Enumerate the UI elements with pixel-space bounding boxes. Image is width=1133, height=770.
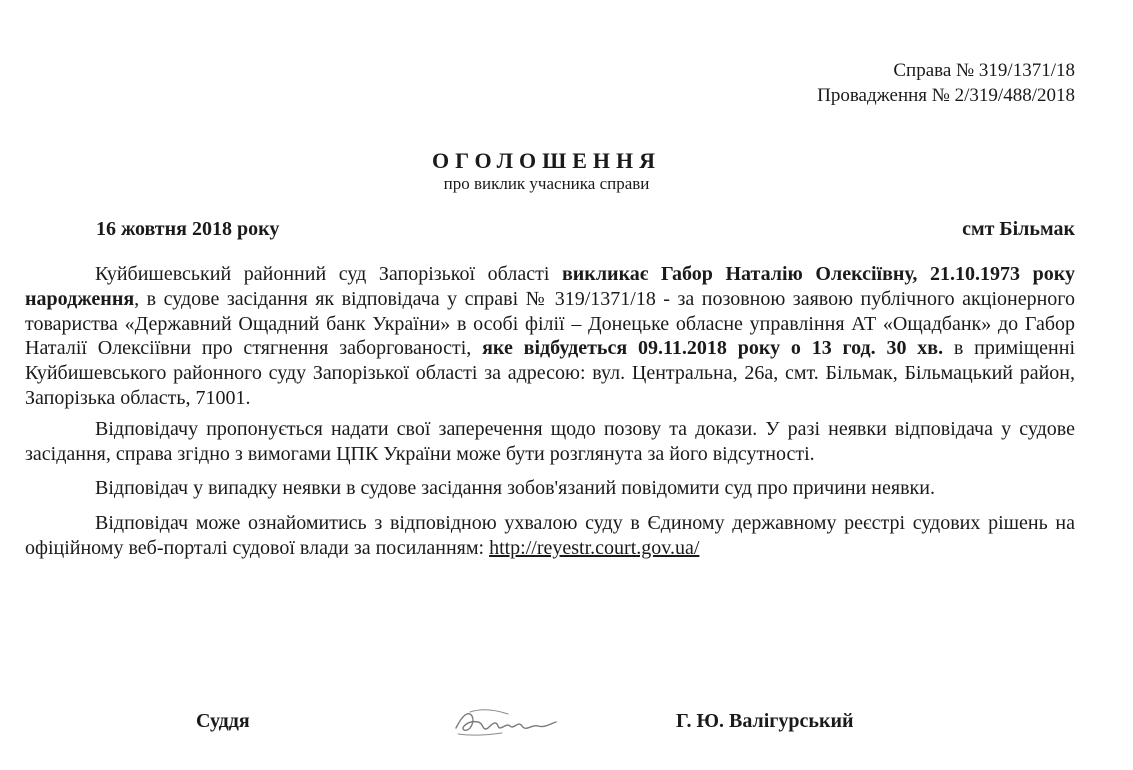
title-block xyxy=(0,148,1133,194)
summons-text-3: в приміщенні Куйбишевського районного суду Запорізької області за адресою: вул. Центральна, 26а, смт. Більмак, Більмацький район, Запорізька область, 71001. xyxy=(25,337,1076,409)
paragraph-registry xyxy=(25,511,1075,561)
paragraph-summons xyxy=(25,262,1075,411)
document-title: ОГОЛОШЕННЯ xyxy=(431,148,662,173)
proceeding-number: Провадження № 2/319/488/2018 xyxy=(817,85,1075,106)
registry-link[interactable]: http://reyestr.court.gov.ua/ xyxy=(489,536,700,559)
case-reference xyxy=(817,58,1075,108)
hearing-datetime: яке відбудеться 09.11.2018 року о 13 год. 30 хв. xyxy=(482,337,944,360)
document-subtitle: про виклик учасника справи xyxy=(443,174,650,193)
registry-text: Відповідач може ознайомитись з відповідною ухвалою суду в Єдиному державному реєстрі судових рішень на офіційному веб-порталі судової влади за посиланням: xyxy=(25,512,1075,559)
document-place: смт Більмак xyxy=(962,218,1075,240)
paragraph-objections: Відповідачу пропонується надати свої заперечення щодо позову та докази. У разі неявки відповідача у судове засідання, справа згідно з вимогами ЦПК України може бути розглянута за його відсутності. xyxy=(25,417,1075,465)
document-body xyxy=(25,262,1075,561)
summons-text-1: Куйбишевський районний суд Запорізької області xyxy=(95,263,562,285)
judge-name: Г. Ю. Валігурський xyxy=(676,710,854,732)
paragraph-absence-notice: Відповідач у випадку неявки в судове засідання зобов'язаний повідомити суд про причини неявки. xyxy=(95,477,935,500)
summons-text-2: , в судове засідання як відповідача у справі № 319/1371/18 - за позовною заявою публічного акціонерного товариства «Державний Ощадний банк України» в особі філії – Донецьке обласне управління АТ «Ощадбанк» до Габор Наталії Олексіївни про стягнення заборгованості, xyxy=(25,287,1075,360)
handwritten-signature xyxy=(452,702,562,742)
case-number: Справа № 319/1371/18 xyxy=(893,60,1075,81)
summons-person: викликає Габор Наталію Олексіївну, 21.10.1973 року народження xyxy=(25,263,1075,310)
document-date: 16 жовтня 2018 року xyxy=(96,218,280,240)
judge-label: Суддя xyxy=(196,710,250,732)
